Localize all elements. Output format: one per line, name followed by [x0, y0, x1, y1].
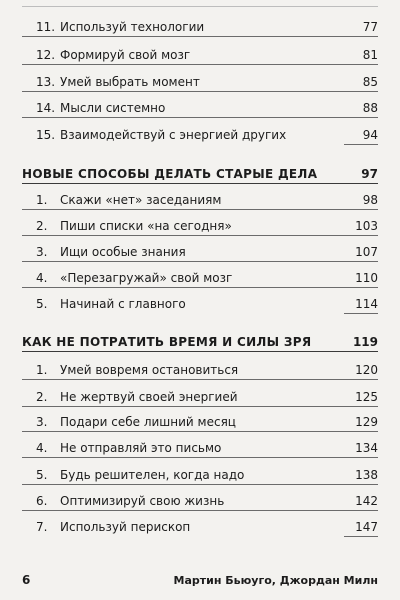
entry-number: 1. [36, 193, 48, 207]
entry-number: 3. [36, 245, 48, 259]
toc-entry[interactable] [22, 440, 378, 460]
leader-line [22, 406, 378, 407]
leader-line [22, 209, 378, 210]
entry-title: Используй технологии [60, 20, 205, 34]
entry-number: 4. [36, 271, 48, 285]
section-title: НОВЫЕ СПОСОБЫ ДЕЛАТЬ СТАРЫЕ ДЕЛА [22, 167, 318, 181]
toc-entry[interactable] [22, 74, 378, 94]
top-rule [22, 6, 378, 7]
section-heading[interactable] [22, 166, 378, 186]
entry-page: 103 [355, 219, 378, 233]
running-footer-authors: Мартин Бьюуго, Джордан Милн [173, 574, 378, 587]
entry-page: 138 [355, 468, 378, 482]
toc-entry[interactable] [22, 493, 378, 513]
section-page: 119 [352, 335, 378, 349]
entry-number: 15. [36, 128, 56, 142]
section-title: КАК НЕ ПОТРАТИТЬ ВРЕМЯ И СИЛЫ ЗРЯ [22, 335, 312, 349]
leader-line [22, 91, 378, 92]
entry-number: 3. [36, 415, 48, 429]
entry-number: 12. [36, 48, 56, 62]
entry-page: 114 [355, 297, 378, 311]
entry-title: Используй перископ [60, 520, 191, 534]
toc-entry[interactable] [22, 467, 378, 487]
entry-page: 98 [362, 193, 378, 207]
entry-page: 85 [362, 75, 378, 89]
leader-line [22, 351, 378, 352]
entry-number: 5. [36, 468, 48, 482]
entry-number: 4. [36, 441, 48, 455]
entry-title: Подари себе лишний месяц [60, 415, 236, 429]
entry-number: 6. [36, 494, 48, 508]
entry-page: 88 [362, 101, 378, 115]
entry-number: 5. [36, 297, 48, 311]
toc-entry[interactable] [22, 414, 378, 434]
entry-number: 11. [36, 20, 56, 34]
entry-number: 1. [36, 363, 48, 377]
entry-title: Не отправляй это письмо [60, 441, 222, 455]
entry-title: Пиши списки «на сегодня» [60, 219, 232, 233]
entry-title: Не жертвуй своей энергией [60, 390, 238, 404]
entry-title: Мысли системно [60, 101, 166, 115]
entry-page: 142 [355, 494, 378, 508]
entry-page: 94 [362, 128, 378, 142]
entry-page: 81 [362, 48, 378, 62]
leader-line [22, 235, 378, 236]
toc-entry[interactable] [22, 192, 378, 212]
leader-line [22, 117, 378, 118]
leader-line [22, 484, 378, 485]
entry-page: 125 [355, 390, 378, 404]
entry-title: Начинай с главного [60, 297, 186, 311]
entry-title: Умей вовремя остановиться [60, 363, 239, 377]
toc-entry[interactable] [22, 296, 378, 316]
entry-page: 134 [355, 441, 378, 455]
entry-title: Оптимизируй свою жизнь [60, 494, 225, 508]
leader-line [22, 457, 378, 458]
toc-entry[interactable] [22, 362, 378, 382]
leader-line [22, 379, 378, 380]
entry-page: 120 [355, 363, 378, 377]
page-underline [344, 144, 378, 145]
page-underline [344, 536, 378, 537]
entry-page: 110 [355, 271, 378, 285]
leader-line [22, 287, 378, 288]
leader-line [22, 510, 378, 511]
entry-title: Взаимодействуй с энергией других [60, 128, 287, 142]
toc-entry[interactable] [22, 270, 378, 290]
entry-title: Формируй свой мозг [60, 48, 191, 62]
page-underline [344, 313, 378, 314]
leader-line [22, 36, 378, 37]
entry-title: Ищи особые знания [60, 245, 186, 259]
entry-number: 2. [36, 390, 48, 404]
entry-number: 13. [36, 75, 56, 89]
toc-entry[interactable] [22, 218, 378, 238]
toc-entry[interactable] [22, 127, 378, 147]
entry-number: 7. [36, 520, 48, 534]
toc-entry[interactable] [22, 244, 378, 264]
leader-line [22, 183, 378, 184]
entry-number: 14. [36, 101, 56, 115]
toc-entry[interactable] [22, 519, 378, 539]
entry-page: 77 [362, 20, 378, 34]
entry-title: Будь решителен, когда надо [60, 468, 245, 482]
entry-page: 107 [355, 245, 378, 259]
entry-page: 129 [355, 415, 378, 429]
toc-entry[interactable] [22, 100, 378, 120]
leader-line [22, 431, 378, 432]
entry-number: 2. [36, 219, 48, 233]
section-page: 97 [361, 167, 378, 181]
entry-title: «Перезагружай» свой мозг [60, 271, 233, 285]
toc-entry[interactable] [22, 19, 378, 39]
toc-entry[interactable] [22, 389, 378, 409]
entry-title: Умей выбрать момент [60, 75, 200, 89]
entry-title: Скажи «нет» заседаниям [60, 193, 222, 207]
leader-line [22, 261, 378, 262]
leader-line [22, 64, 378, 65]
toc-entry[interactable] [22, 47, 378, 67]
entry-page: 147 [355, 520, 378, 534]
page-number: 6 [22, 573, 31, 587]
section-heading[interactable] [22, 334, 378, 354]
